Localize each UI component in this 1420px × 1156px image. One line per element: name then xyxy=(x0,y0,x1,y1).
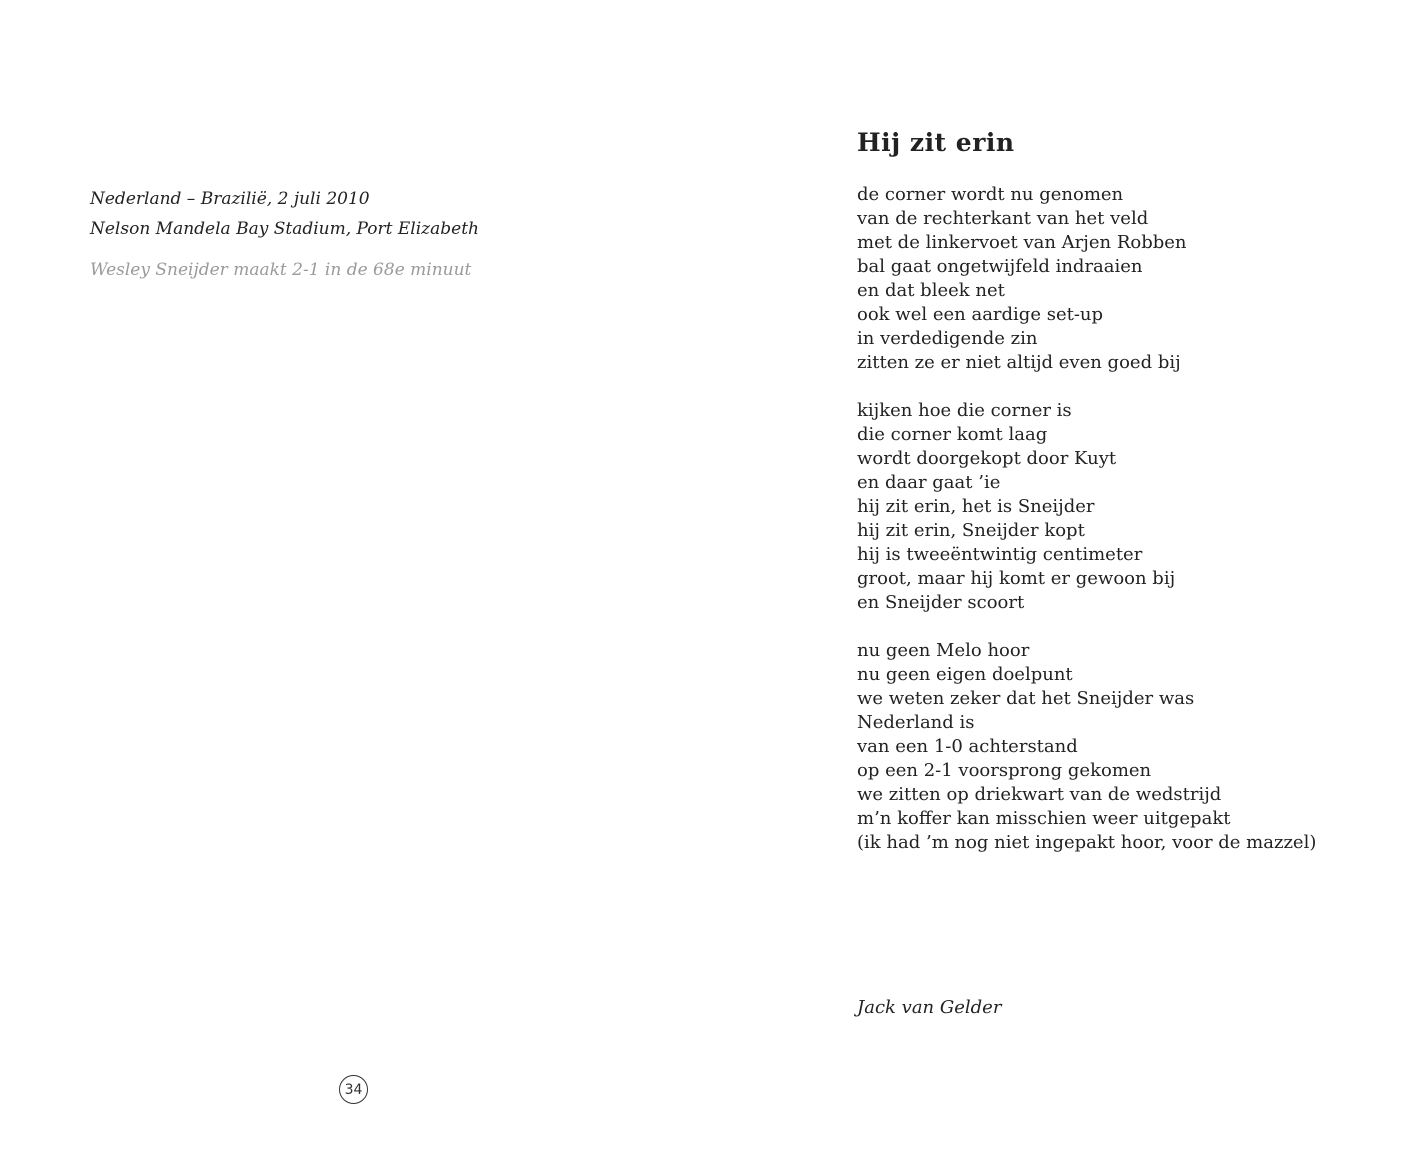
poem-line: de corner wordt nu genomen xyxy=(857,184,1124,205)
right-page xyxy=(710,0,1420,1156)
poem-line: in verdedigende zin xyxy=(857,328,1038,349)
poem-line: op een 2-1 voorsprong gekomen xyxy=(857,760,1152,781)
match-line: Nederland – Brazilië, 2 juli 2010 xyxy=(90,189,370,209)
poem-line: (ik had ’m nog niet ingepakt hoor, voor de mazzel) xyxy=(857,832,1317,853)
poem-line: kijken hoe die corner is xyxy=(857,400,1072,421)
poem-line: we zitten op driekwart van de wedstrijd xyxy=(857,784,1222,805)
venue-line: Nelson Mandela Bay Stadium, Port Elizabeth xyxy=(90,219,479,239)
poem-line: Nederland is xyxy=(857,712,975,733)
poem-line: wordt doorgekopt door Kuyt xyxy=(857,448,1117,469)
goal-note: Wesley Sneijder maakt 2-1 in de 68e minuut xyxy=(90,260,472,280)
poem-line: zitten ze er niet altijd even goed bij xyxy=(857,352,1181,373)
poem-line: nu geen eigen doelpunt xyxy=(857,664,1073,685)
poem-line: die corner komt laag xyxy=(857,424,1048,445)
poem-line: hij zit erin, het is Sneijder xyxy=(857,496,1095,517)
poem-line: we weten zeker dat het Sneijder was xyxy=(857,688,1195,709)
poem-line: hij is tweeëntwintig centimeter xyxy=(857,544,1143,565)
poem-line: en daar gaat ’ie xyxy=(857,472,1001,493)
poem-line: van een 1-0 achterstand xyxy=(857,736,1078,757)
poem-line: nu geen Melo hoor xyxy=(857,640,1030,661)
page-number: 34 xyxy=(339,1075,368,1104)
poem-title: Hij zit erin xyxy=(857,128,1015,157)
stanza-1 xyxy=(857,183,1316,375)
poem-line: van de rechterkant van het veld xyxy=(857,208,1149,229)
poem-line: met de linkervoet van Arjen Robben xyxy=(857,232,1187,253)
stanza-2 xyxy=(857,399,1316,615)
match-info xyxy=(90,184,479,244)
poem-line: en dat bleek net xyxy=(857,280,1005,301)
poem-line: en Sneijder scoort xyxy=(857,592,1025,613)
poem-author: Jack van Gelder xyxy=(857,997,1002,1018)
poem-line: ook wel een aardige set-up xyxy=(857,304,1104,325)
poem-line: m’n koffer kan misschien weer uitgepakt xyxy=(857,808,1231,829)
poem-line: bal gaat ongetwijfeld indraaien xyxy=(857,256,1143,277)
poem-line: hij zit erin, Sneijder kopt xyxy=(857,520,1085,541)
stanza-3 xyxy=(857,639,1316,855)
poem-line: groot, maar hij komt er gewoon bij xyxy=(857,568,1176,589)
poem xyxy=(857,183,1316,879)
